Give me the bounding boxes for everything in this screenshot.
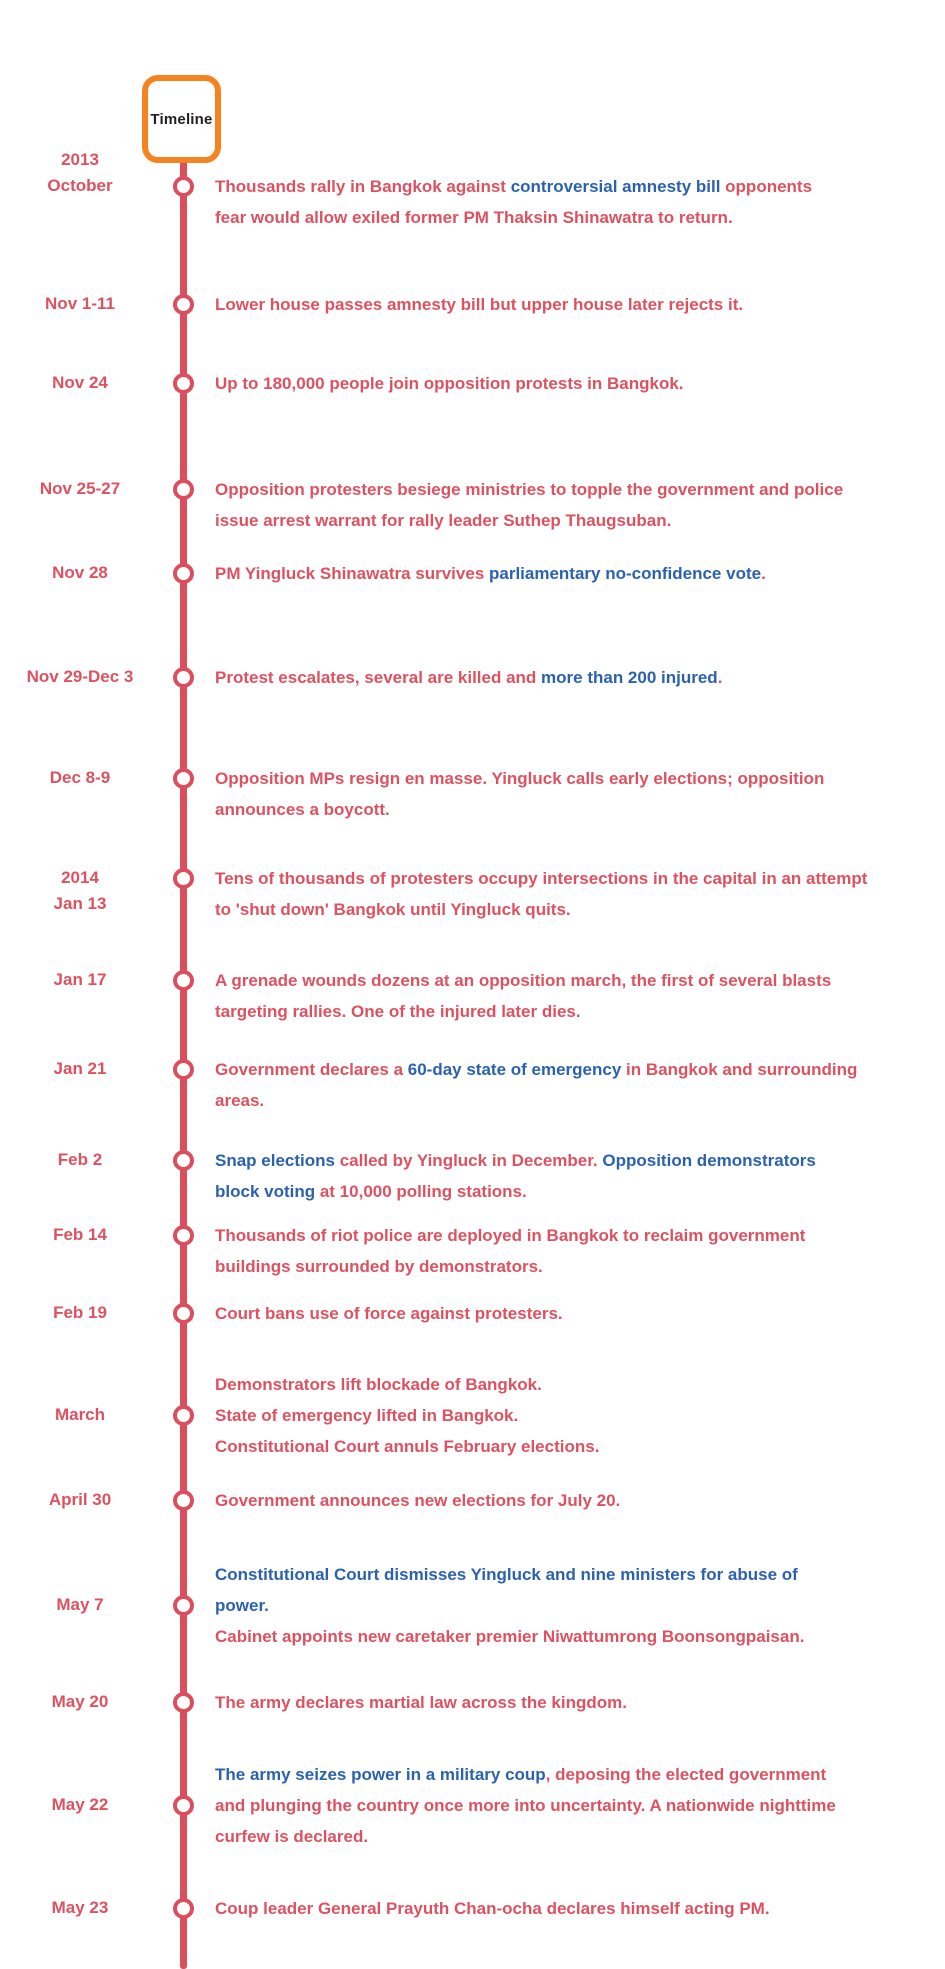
text-segment-red: Opposition protesters besiege ministries to topple the government and police xyxy=(215,479,844,499)
event-date-line: Feb 14 xyxy=(53,1225,107,1244)
text-segment-red: at 10,000 polling stations. xyxy=(315,1181,527,1201)
timeline-node-marker xyxy=(173,176,194,197)
timeline-title: Timeline xyxy=(150,110,213,128)
text-segment-red: and plunging the country once more into uncertainty. A nationwide nighttime xyxy=(215,1795,836,1815)
event-description xyxy=(215,1759,945,1852)
timeline-node-marker xyxy=(173,1898,194,1919)
event-date-line: Feb 2 xyxy=(57,1150,103,1169)
timeline-node-marker xyxy=(173,1595,194,1616)
text-segment-red: PM Yingluck Shinawatra survives xyxy=(215,563,489,583)
text-segment-red: buildings surrounded by demonstrators. xyxy=(215,1256,543,1276)
text-segment-blue: Snap elections xyxy=(215,1150,335,1170)
event-date xyxy=(0,147,160,199)
event-date xyxy=(0,370,160,396)
event-date-line: March xyxy=(54,1405,106,1424)
text-segment-blue: parliamentary no-confidence vote xyxy=(489,563,762,583)
text-segment-red: to 'shut down' Bangkok until Yingluck quits. xyxy=(215,899,571,919)
text-segment-red: The army declares martial law across the kingdom. xyxy=(215,1692,627,1712)
event-date-line: May 22 xyxy=(51,1795,109,1814)
event-description xyxy=(215,1369,945,1462)
event-description xyxy=(215,1893,945,1924)
text-segment-blue: Constitutional Court dismisses Yingluck and nine ministers for abuse of xyxy=(215,1564,798,1584)
event-description xyxy=(215,1559,945,1652)
event-description xyxy=(215,863,945,925)
text-segment-blue: more than 200 injured xyxy=(541,667,718,687)
text-segment-red: Demonstrators lift blockade of Bangkok. xyxy=(215,1374,542,1394)
text-segment-blue: 60-day state of emergency xyxy=(407,1059,622,1079)
text-segment-red: Tens of thousands of protesters occupy intersections in the capital in an attempt xyxy=(215,868,868,888)
timeline-node-marker xyxy=(173,1490,194,1511)
text-segment-red: Thousands of riot police are deployed in Bangkok to reclaim government xyxy=(215,1225,806,1245)
timeline-node-marker xyxy=(173,563,194,584)
text-segment-red: Court bans use of force against protesters. xyxy=(215,1303,563,1323)
text-segment-red: called by Yingluck in December. xyxy=(334,1150,603,1170)
event-date-line: May 20 xyxy=(51,1692,109,1711)
event-date-line: May 7 xyxy=(56,1595,104,1614)
event-date xyxy=(0,1402,160,1428)
event-date-line: April 30 xyxy=(48,1490,112,1509)
event-description xyxy=(215,171,945,233)
text-segment-red: Government announces new elections for July 20. xyxy=(215,1490,621,1510)
event-date xyxy=(0,1147,160,1173)
event-description xyxy=(215,662,945,693)
text-segment-red: . xyxy=(761,563,766,583)
event-date xyxy=(0,1056,160,1082)
event-description xyxy=(215,1145,945,1207)
text-segment-red: State of emergency lifted in Bangkok. xyxy=(215,1405,519,1425)
text-segment-red: opponents xyxy=(720,176,813,196)
text-segment-red: announces a boycott. xyxy=(215,799,390,819)
event-date-line: Nov 1-11 xyxy=(45,294,115,313)
event-date xyxy=(0,1689,160,1715)
event-description xyxy=(215,763,945,825)
event-description xyxy=(215,1298,945,1329)
event-description xyxy=(215,289,945,320)
event-date xyxy=(0,664,160,690)
text-segment-red: Protest escalates, several are killed and xyxy=(215,667,542,687)
event-date-line: 2014 xyxy=(61,868,99,887)
timeline-node-marker xyxy=(173,768,194,789)
text-segment-blue: block voting xyxy=(215,1181,316,1201)
event-date-line: Nov 28 xyxy=(52,563,108,582)
event-date xyxy=(0,1592,160,1618)
event-date-line: October xyxy=(47,176,113,195)
text-segment-red: targeting rallies. One of the injured later dies. xyxy=(215,1001,581,1021)
event-date xyxy=(0,967,160,993)
event-date-line: Jan 17 xyxy=(53,970,107,989)
event-date xyxy=(0,1895,160,1921)
event-description xyxy=(215,558,945,589)
event-date xyxy=(0,291,160,317)
timeline-node-marker xyxy=(173,1405,194,1426)
text-segment-blue: power. xyxy=(215,1595,269,1615)
event-description xyxy=(215,1220,945,1282)
text-segment-red: Thousands rally in Bangkok against xyxy=(215,176,511,196)
text-segment-red: Coup leader General Prayuth Chan-ocha declares himself acting PM. xyxy=(215,1898,770,1918)
timeline-node-marker xyxy=(173,1150,194,1171)
event-date-line: May 23 xyxy=(51,1898,109,1917)
event-date xyxy=(0,1487,160,1513)
text-segment-red: . xyxy=(717,667,723,687)
text-segment-red: areas. xyxy=(215,1090,265,1110)
text-segment-red: curfew is declared. xyxy=(215,1826,369,1846)
event-date-line: Nov 29-Dec 3 xyxy=(26,667,134,686)
event-date-line: 2013 xyxy=(61,150,99,169)
text-segment-red: Up to 180,000 people join opposition protests in Bangkok. xyxy=(215,373,684,393)
event-date-line: Nov 24 xyxy=(52,373,108,392)
text-segment-blue: Opposition demonstrators xyxy=(602,1150,816,1170)
timeline-node-marker xyxy=(173,1795,194,1816)
event-description xyxy=(215,1054,945,1116)
timeline-node-marker xyxy=(173,1059,194,1080)
text-segment-blue: controversial amnesty bill xyxy=(510,176,721,196)
timeline-node-marker xyxy=(173,373,194,394)
event-date xyxy=(0,1300,160,1326)
text-segment-red: Government declares a xyxy=(215,1059,408,1079)
timeline-node-marker xyxy=(173,868,194,889)
timeline-node-marker xyxy=(173,1303,194,1324)
event-date xyxy=(0,476,160,502)
text-segment-red: fear would allow exiled former PM Thaksin Shinawatra to return. xyxy=(215,207,733,227)
timeline-node-marker xyxy=(173,970,194,991)
event-date xyxy=(0,1222,160,1248)
event-description xyxy=(215,965,945,1027)
event-date-line: Jan 13 xyxy=(53,894,107,913)
event-description xyxy=(215,368,945,399)
timeline-title-box xyxy=(142,75,221,163)
text-segment-blue: The army seizes power in a military coup xyxy=(215,1764,546,1784)
text-segment-red: in Bangkok and surrounding xyxy=(621,1059,858,1079)
timeline-node-marker xyxy=(173,294,194,315)
timeline-node-marker xyxy=(173,1225,194,1246)
event-date-line: Feb 19 xyxy=(53,1303,107,1322)
event-description xyxy=(215,1485,945,1516)
text-segment-red: Constitutional Court annuls February elections. xyxy=(215,1436,600,1456)
event-date xyxy=(0,765,160,791)
event-date-line: Jan 21 xyxy=(53,1059,107,1078)
event-description xyxy=(215,1687,945,1718)
timeline-node-marker xyxy=(173,667,194,688)
text-segment-red: Opposition MPs resign en masse. Yingluck calls early elections; opposition xyxy=(215,768,825,788)
text-segment-red: , deposing the elected government xyxy=(545,1764,827,1784)
text-segment-red: issue arrest warrant for rally leader Suthep Thaugsuban. xyxy=(215,510,672,530)
timeline-node-marker xyxy=(173,479,194,500)
event-date-line: Nov 25-27 xyxy=(39,479,121,498)
text-segment-red: Lower house passes amnesty bill but upper house later rejects it. xyxy=(215,294,744,314)
text-segment-red: A grenade wounds dozens at an opposition march, the first of several blasts xyxy=(215,970,832,990)
event-date xyxy=(0,560,160,586)
event-date xyxy=(0,865,160,917)
event-date xyxy=(0,1792,160,1818)
timeline-node-marker xyxy=(173,1692,194,1713)
event-description xyxy=(215,474,945,536)
text-segment-red: Cabinet appoints new caretaker premier Niwattumrong Boonsongpaisan. xyxy=(215,1626,805,1646)
event-date-line: Dec 8-9 xyxy=(49,768,111,787)
